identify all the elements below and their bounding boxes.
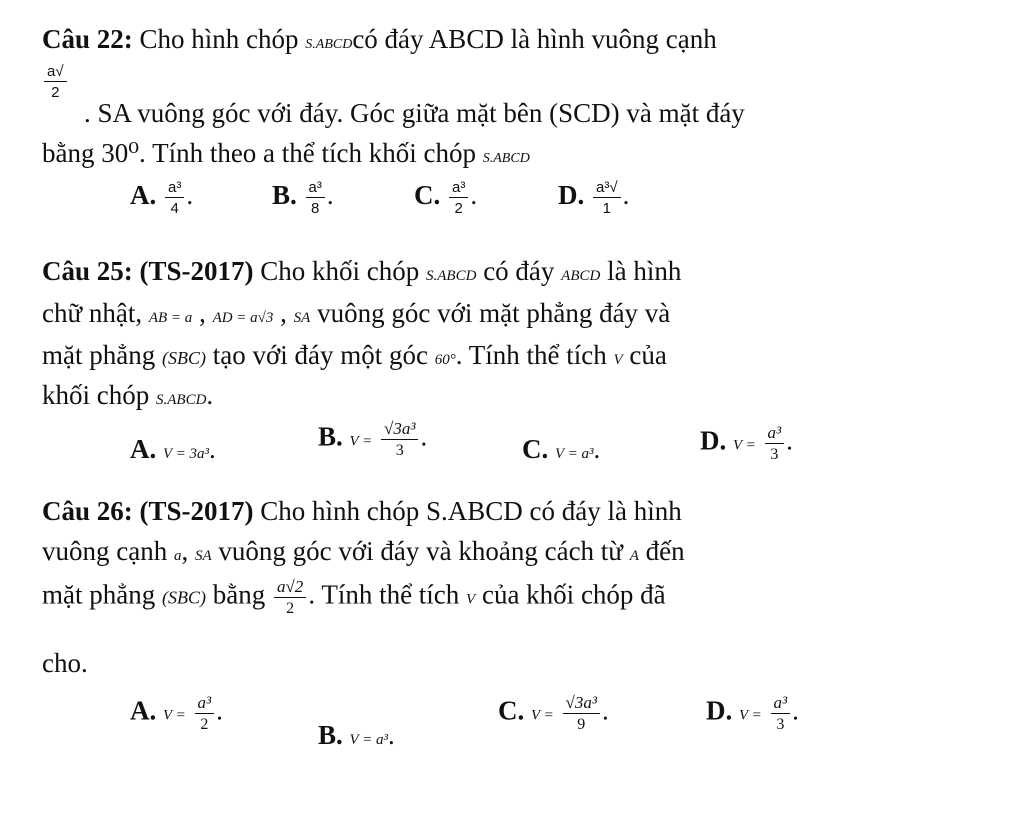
q22-line-1 [42, 24, 717, 55]
option-suffix: . [420, 421, 428, 452]
option-suffix: . [216, 695, 223, 726]
q25-option-c[interactable] [522, 434, 600, 465]
q25-math-ab: AB = a [148, 310, 193, 326]
q25-text-11: của [629, 340, 667, 370]
option-suffix: . [622, 180, 630, 211]
q26-math-sa: SA [194, 548, 212, 564]
q26-math-v: V [466, 591, 476, 608]
q25-option-b[interactable] [318, 420, 427, 459]
q25-line-2 [42, 298, 670, 329]
option-den: 2 [454, 200, 463, 217]
q26-line-2 [42, 536, 685, 567]
q22-math-sabcd: S.ABCD [305, 37, 353, 52]
option-suffix: . [470, 180, 478, 211]
q25-math-ad: AD = a√3 [212, 310, 274, 326]
q22-side-den: 2 [51, 84, 60, 101]
q25-text-6: , [280, 298, 287, 328]
q22-side-num: a√ [44, 64, 67, 82]
option-label: D. [558, 180, 585, 211]
q26-text-2: vuông cạnh [42, 536, 168, 566]
q25-math-sabcd-2: S.ABCD [156, 392, 207, 408]
q25-math-sa: SA [293, 310, 311, 326]
q25-math-sabcd: S.ABCD [426, 268, 477, 284]
option-suffix: . [186, 180, 194, 211]
option-label: D. [706, 695, 733, 726]
option-label: C. [522, 434, 549, 464]
q26-text-5: đến [645, 536, 685, 566]
q25-text-10: . Tính thể tích [455, 340, 607, 370]
option-label: C. [414, 180, 441, 211]
q22-option-d[interactable] [558, 180, 629, 216]
option-expr: V = a³ [555, 446, 594, 462]
q25-text-4: chữ nhật, [42, 298, 143, 328]
q26-line-4 [42, 648, 88, 679]
q26-dist-den: 2 [286, 600, 295, 617]
q26-option-c[interactable] [498, 694, 609, 733]
q26-text-3: , [181, 536, 189, 566]
q25-math-sbc: (SBC) [161, 348, 206, 368]
option-den: 3 [770, 446, 779, 463]
q26-label: Câu 26: (TS-2017) [42, 496, 254, 526]
option-den: 1 [602, 200, 611, 217]
option-den: 8 [311, 200, 320, 217]
q22-line-3 [42, 98, 745, 129]
option-num: a³ [195, 694, 215, 714]
q26-text-8: . Tính thể tích [308, 579, 460, 610]
option-num: √3a³ [563, 694, 600, 714]
option-label: B. [272, 180, 297, 211]
q22-text-3: . SA vuông góc với đáy. Góc giữa mặt bên (SCD) và mặt đáy [84, 98, 745, 128]
option-expr: V = 3a³ [163, 446, 210, 462]
option-num: √3a³ [381, 420, 418, 440]
option-suffix: . [786, 425, 793, 456]
option-label: B. [318, 720, 343, 750]
q25-text-5: , [199, 298, 206, 328]
q22-side-fraction [44, 64, 67, 100]
option-label: A. [130, 180, 157, 211]
option-num: a³ [306, 180, 325, 198]
option-suffix: . [593, 434, 601, 464]
option-label: B. [318, 421, 343, 452]
q25-label: Câu 25: (TS-2017) [42, 256, 254, 286]
q22-text-2: có đáy ABCD là hình vuông cạnh [352, 24, 717, 54]
q22-line-2 [42, 64, 69, 100]
q26-option-b[interactable] [318, 720, 395, 751]
q25-text-9: tạo với đáy một góc [212, 340, 428, 370]
option-num: a³ [765, 424, 785, 444]
q26-text-10: cho. [42, 648, 88, 678]
q22-label: Câu 22: [42, 24, 133, 54]
option-lhs: V = [163, 707, 186, 724]
option-label: A. [130, 695, 157, 726]
option-den: 2 [200, 716, 209, 733]
q25-text-7: vuông góc với mặt phẳng đáy và [317, 298, 671, 328]
q26-line-3 [42, 578, 666, 617]
q26-math-A: A [629, 548, 639, 564]
option-den: 4 [170, 200, 179, 217]
option-label: C. [498, 695, 525, 726]
q25-line-4 [42, 380, 213, 411]
q25-line-3 [42, 340, 667, 371]
option-lhs: V = [739, 707, 762, 724]
option-expr: V = a³ [349, 732, 389, 748]
q26-math-sbc: (SBC) [161, 587, 206, 608]
q22-line-4 [42, 138, 530, 169]
q25-text-2: có đáy [483, 256, 555, 286]
q22-option-c[interactable] [414, 180, 477, 216]
option-den: 3 [776, 716, 785, 733]
q22-option-a[interactable] [130, 180, 193, 216]
q22-text-1: Cho hình chóp [139, 24, 299, 54]
q25-text-1: Cho khối chóp [260, 256, 420, 286]
q25-math-60: 60° [434, 352, 456, 368]
option-suffix: . [209, 434, 216, 464]
q26-math-a: a [173, 548, 182, 564]
q26-text-4: vuông góc với đáy và khoảng cách từ [218, 536, 623, 566]
option-den: 9 [577, 716, 586, 733]
option-den: 3 [395, 442, 404, 459]
option-lhs: V = [349, 433, 373, 450]
q22-math-sabcd-2: S.ABCD [482, 151, 530, 166]
q26-text-9: của khối chóp đã [481, 579, 666, 610]
q26-text-7: bằng [212, 579, 266, 610]
q25-text-12: khối chóp [42, 380, 150, 410]
option-num: a³ [449, 180, 468, 198]
option-lhs: V = [733, 437, 756, 454]
q25-option-d[interactable] [700, 424, 793, 463]
q26-dist-num: a√2 [274, 578, 306, 598]
q26-option-d[interactable] [706, 694, 799, 733]
option-label: D. [700, 425, 727, 456]
q26-option-a[interactable] [130, 694, 223, 733]
q25-line-1 [42, 256, 681, 287]
option-num: a³ [771, 694, 791, 714]
option-num: a³√ [593, 180, 621, 198]
q22-option-b[interactable] [272, 180, 334, 216]
q22-text-4: bằng 30⁰. Tính theo a thể tích khối chóp [42, 138, 476, 168]
q25-math-v: V [613, 352, 623, 368]
option-suffix: . [388, 720, 395, 750]
option-num: a³ [165, 180, 184, 198]
option-suffix: . [792, 695, 799, 726]
option-label: A. [130, 434, 157, 464]
q25-text-8: mặt phẳng [42, 340, 156, 370]
q25-text-13: . [206, 380, 214, 410]
q25-math-abcd: ABCD [561, 268, 601, 284]
q25-option-a[interactable] [130, 434, 216, 465]
option-lhs: V = [531, 707, 554, 724]
q26-text-6: mặt phẳng [42, 579, 156, 610]
option-suffix: . [601, 695, 609, 726]
q25-text-3: là hình [607, 256, 682, 286]
option-suffix: . [326, 180, 334, 211]
q26-distance-fraction [274, 578, 306, 617]
q26-line-1 [42, 496, 682, 527]
q26-text-1: Cho hình chóp S.ABCD có đáy là hình [260, 496, 682, 526]
